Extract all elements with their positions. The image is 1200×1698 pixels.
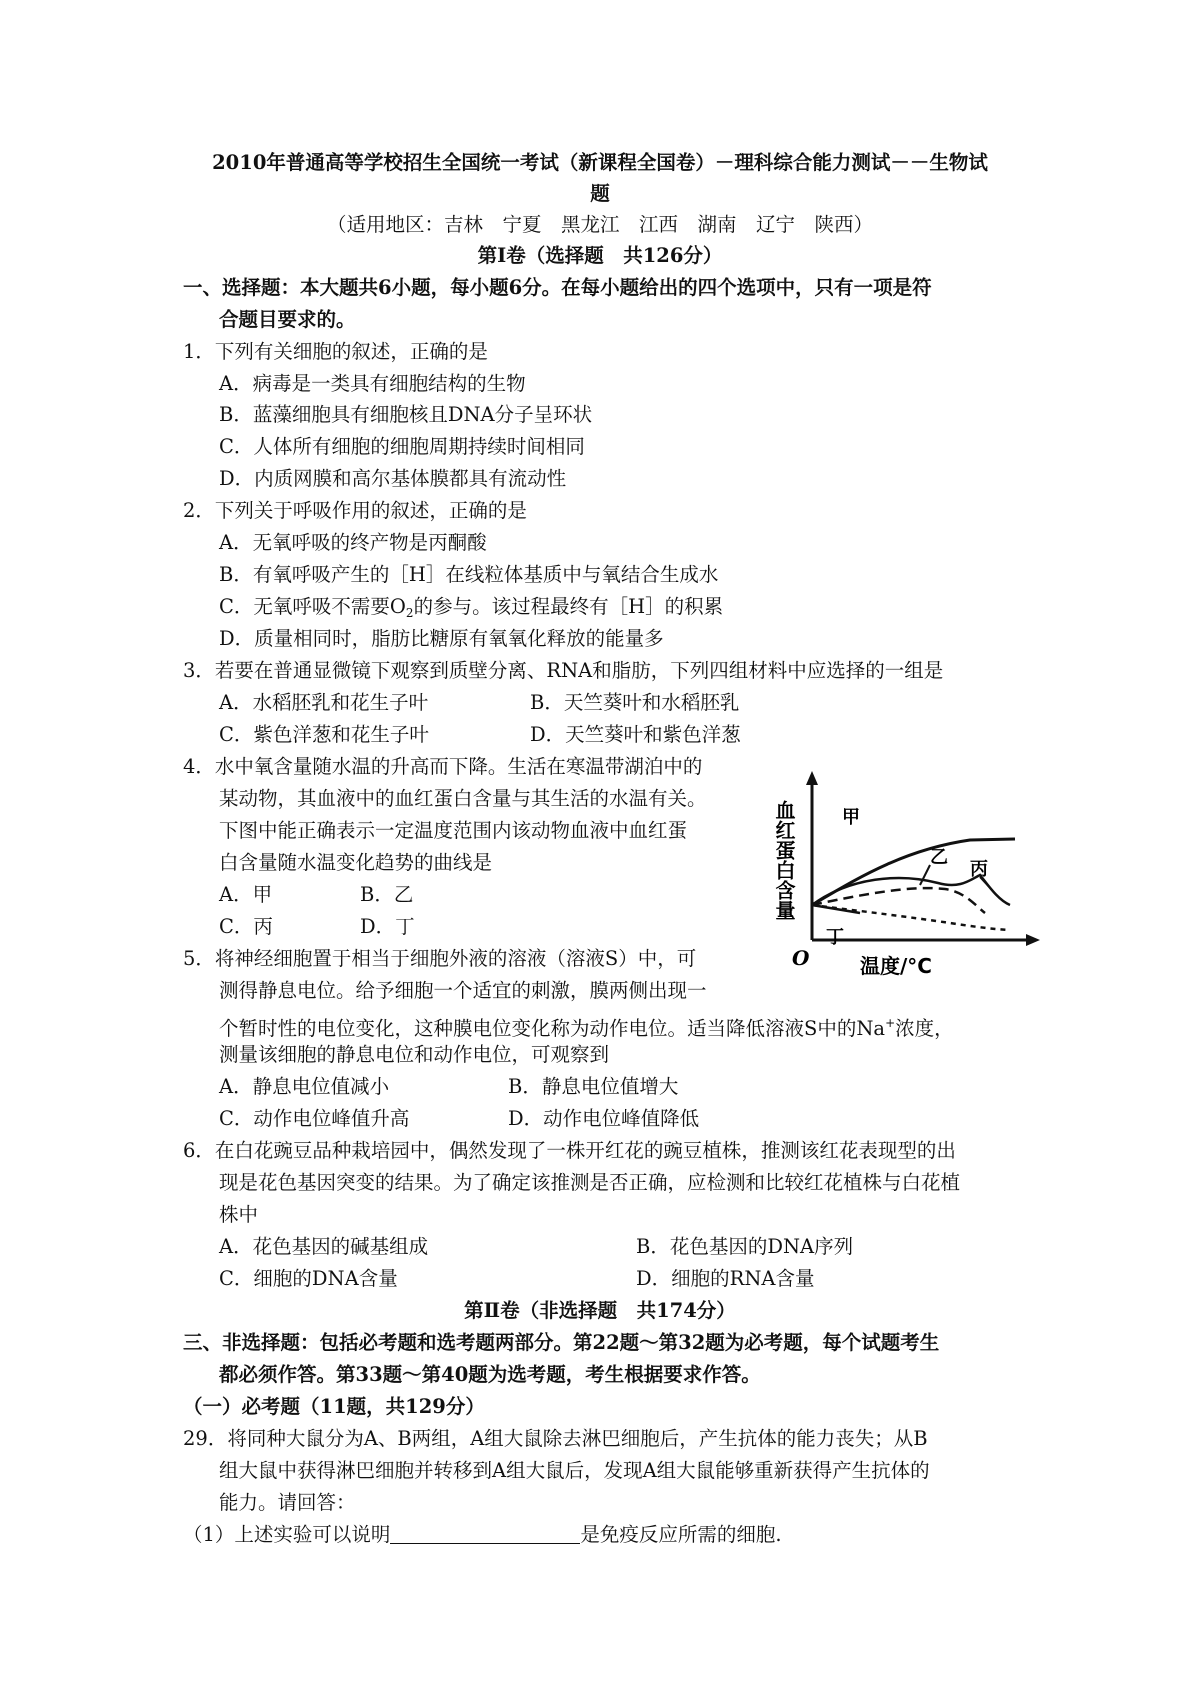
q3-option-c: C．紫色洋葱和花生子叶 xyxy=(219,723,429,746)
q6-option-b: B．花色基因的DNA序列 xyxy=(636,1235,854,1258)
q5-stem-line4: 测量该细胞的静息电位和动作电位，可观察到 xyxy=(219,1043,610,1066)
y-axis-label: 血红蛋白含量 xyxy=(772,800,796,920)
applicable-regions: （适用地区：吉林 宁夏 黑龙江 江西 湖南 辽宁 陕西） xyxy=(326,213,873,236)
q4-stem-line2: 某动物，其血液中的血红蛋白含量与其生活的水温有关。 xyxy=(219,787,707,810)
q4-option-a: A．甲 xyxy=(219,883,273,906)
part2-heading: 第Ⅱ卷（非选择题 共174分） xyxy=(464,1299,736,1322)
q4-stem-line3: 下图中能正确表示一定温度范围内该动物血液中血红蛋 xyxy=(219,819,688,842)
x-axis-arrow xyxy=(1026,934,1040,946)
curve-label-ding: 丁 xyxy=(826,927,844,948)
q5-option-d: D．动作电位峰值降低 xyxy=(508,1107,700,1130)
curve-label-bing: 丙 xyxy=(970,859,988,880)
q2-option-d: D．质量相同时，脂肪比糖原有氧氧化释放的能量多 xyxy=(219,627,664,650)
q3-option-d: D．天竺葵叶和紫色洋葱 xyxy=(530,723,741,746)
x-axis-label: 温度/°C xyxy=(860,954,932,978)
q3-stem: 3．若要在普通显微镜下观察到质壁分离、RNA和脂肪，下列四组材料中应选择的一组是 xyxy=(183,659,944,682)
answer-blank[interactable] xyxy=(390,1521,580,1544)
q29-subquestion-1: （1）上述实验可以说明 是免疫反应所需的细胞. xyxy=(183,1523,782,1546)
curve-label-jia: 甲 xyxy=(842,807,860,828)
q2-option-b: B．有氧呼吸产生的［H］在线粒体基质中与氧结合生成水 xyxy=(219,563,719,586)
q6-stem-line1: 6．在白花豌豆品种栽培园中，偶然发现了一株开红花的豌豆植株，推测该红花表现型的出 xyxy=(183,1139,956,1162)
q29-stem-line3: 能力。请回答： xyxy=(219,1491,356,1514)
q6-stem-line2: 现是花色基因突变的结果。为了确定该推测是否正确，应检测和比较红花植株与白花植 xyxy=(219,1171,961,1194)
section1-instruction-line2: 合题目要求的。 xyxy=(219,308,356,331)
q4-stem-line1: 4．水中氧含量随水温的升高而下降。生活在寒温带湖泊中的 xyxy=(183,755,703,778)
y-axis-arrow xyxy=(806,771,818,785)
q4-stem-line4: 白含量随水温变化趋势的曲线是 xyxy=(219,851,493,874)
section1-instruction-line1: 一、选择题：本大题共6小题，每小题6分。在每小题给出的四个选项中，只有一项是符 xyxy=(183,276,932,299)
q3-option-b: B．天竺葵叶和水稻胚乳 xyxy=(530,691,740,714)
q1-stem: 1．下列有关细胞的叙述，正确的是 xyxy=(183,340,488,363)
hemoglobin-temperature-figure xyxy=(770,765,1070,980)
part1-heading: 第Ⅰ卷（选择题 共126分） xyxy=(477,244,723,267)
q5-stem-line1: 5．将神经细胞置于相当于细胞外液的溶液（溶液S）中，可 xyxy=(183,947,697,970)
q4-option-c: C．丙 xyxy=(219,915,273,938)
q5-option-a: A．静息电位值减小 xyxy=(219,1075,390,1098)
q6-stem-line3: 株中 xyxy=(219,1203,259,1226)
q5-stem-line3: 个暂时性的电位变化，这种膜电位变化称为动作电位。适当降低溶液S中的Na+浓度， xyxy=(219,1016,954,1040)
curve-label-yi: 乙 xyxy=(930,847,948,868)
section3-instruction-line2: 都必须作答。第33题～第40题为选考题，考生根据要求作答。 xyxy=(219,1363,761,1386)
origin-label: O xyxy=(792,946,810,970)
q6-option-c: C．细胞的DNA含量 xyxy=(219,1267,398,1290)
q3-option-a: A．水稻胚乳和花生子叶 xyxy=(219,691,429,714)
q2-option-a: A．无氧呼吸的终产物是丙酮酸 xyxy=(219,531,487,554)
q2-stem: 2．下列关于呼吸作用的叙述，正确的是 xyxy=(183,499,527,522)
q1-option-a: A．病毒是一类具有细胞结构的生物 xyxy=(219,372,526,395)
q1-option-d: D．内质网膜和高尔基体膜都具有流动性 xyxy=(219,467,567,490)
q5-stem-line2: 测得静息电位。给予细胞一个适宜的刺激，膜两侧出现一 xyxy=(219,979,707,1002)
q6-option-a: A．花色基因的碱基组成 xyxy=(219,1235,429,1258)
q4-option-b: B．乙 xyxy=(360,883,414,906)
page-title-line2: 题 xyxy=(590,182,610,205)
q29-stem-line1: 29．将同种大鼠分为A、B两组，A组大鼠除去淋巴细胞后，产生抗体的能力丧失；从B xyxy=(183,1427,928,1450)
q6-option-d: D．细胞的RNA含量 xyxy=(636,1267,815,1290)
q1-option-b: B．蓝藻细胞具有细胞核且DNA分子呈环状 xyxy=(219,403,593,426)
q4-option-d: D．丁 xyxy=(360,915,415,938)
q29-stem-line2: 组大鼠中获得淋巴细胞并转移到A组大鼠后，发现A组大鼠能够重新获得产生抗体的 xyxy=(219,1459,930,1482)
q2-option-c: C．无氧呼吸不需要$O_2$的参与。该过程最终有［H］的积累 xyxy=(219,595,724,620)
section3-instruction-line1: 三、非选择题：包括必考题和选考题两部分。第22题～第32题为必考题，每个试题考生 xyxy=(183,1331,940,1354)
page-title-line1: 2010年普通高等学校招生全国统一考试（新课程全国卷）－理科综合能力测试－－生物试 xyxy=(212,151,988,174)
q1-option-c: C．人体所有细胞的细胞周期持续时间相同 xyxy=(219,435,585,458)
q5-option-b: B．静息电位值增大 xyxy=(508,1075,679,1098)
required-questions-heading: （一）必考题（11题，共129分） xyxy=(183,1395,485,1418)
q5-option-c: C．动作电位峰值升高 xyxy=(219,1107,410,1130)
